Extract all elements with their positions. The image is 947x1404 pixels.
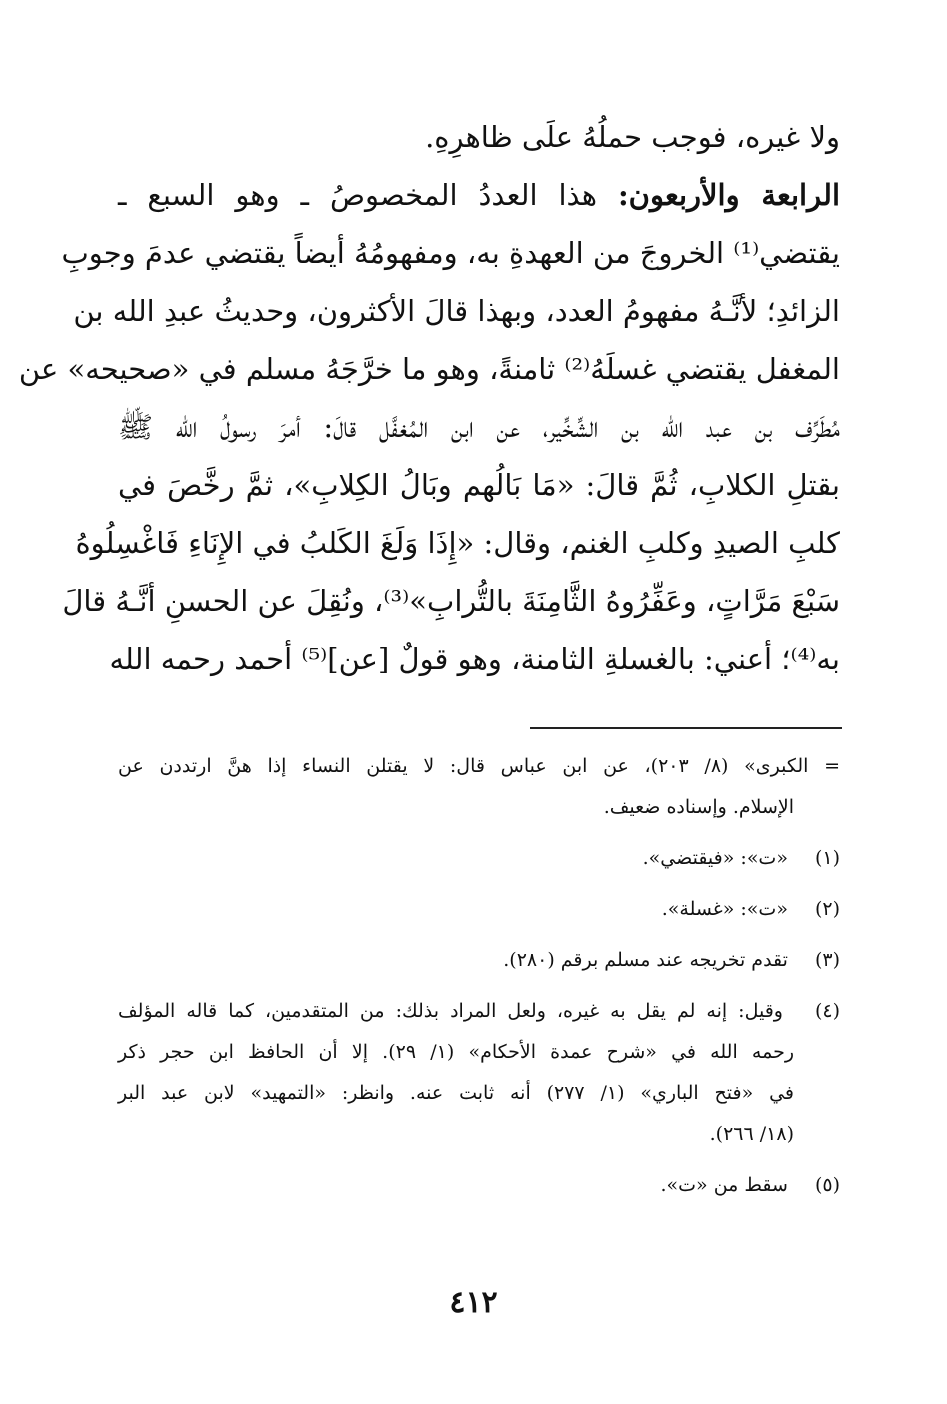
- footnote-text: تقدم تخريجه عند مسلم برقم (٢٨٠).: [503, 949, 788, 971]
- text-line: الزائدِ؛ لأنَّـهُ مفهومُ العدد، وبهذا قالَ الأكثرون، وحديثُ عبدِ الله بن: [73, 294, 840, 328]
- footnote-number: (٣): [814, 949, 840, 971]
- footnote-number: (٢): [814, 898, 840, 920]
- footnote-text: «ت»: «فيقتضي».: [642, 847, 788, 869]
- footnote-text: سقط من «ت».: [660, 1174, 788, 1196]
- footnote-line: = الكبرى» (٨/ ٢٠٣)، عن ابن عباس قال: لا يقتلن النساء إذا هنَّ ارتددن عن: [118, 755, 840, 777]
- page-number: ٤١٢: [449, 1285, 498, 1320]
- footnote-line: الإسلام. وإسناده ضعيف.: [603, 796, 794, 818]
- footnote-text: «ت»: «غسلة».: [661, 898, 788, 920]
- text-line: بقتلِ الكلابِ، ثُمَّ قالَ: «مَا بَالُهم وبَالُ الكِلابِ»، ثمَّ رخَّصَ في: [118, 468, 840, 502]
- text-line: كلبِ الصيدِ وكلبِ الغنم، وقال: «إِذَا وَلَغَ الكَلبُ في الإِنَاءِ فَاغْسِلُوهُ: [75, 526, 840, 560]
- footnote-2: [118, 889, 840, 930]
- footnote-5: [118, 1165, 840, 1206]
- footnotes: [118, 746, 840, 1206]
- main-text: [18, 108, 840, 688]
- text-line: به⁽⁴⁾؛ أعني: بالغسلةِ الثامنة، وهو قولٌ [عن]⁽⁵⁾ أحمد رحمه الله: [109, 642, 840, 676]
- footnote-number: (٥): [814, 1174, 840, 1196]
- section-heading: الرابعة والأربعون:: [617, 178, 840, 212]
- footnote-line: رحمه الله في «شرح عمدة الأحكام» (١/ ٢٩). إلا أن الحافظ ابن حجر ذكر: [118, 1041, 794, 1063]
- footnote-1: [118, 838, 840, 879]
- footnote-number: (٤): [814, 1000, 840, 1022]
- footnote-3: [118, 940, 840, 981]
- text-line: يقتضي⁽¹⁾ الخروجَ من العهدةِ به، ومفهومُهُ أيضاً يقتضي عدمَ وجوبِ: [61, 236, 840, 270]
- text-line: مُطَرِّف بن عبد الله بن الشِّخِّير، عن ابن المُغفَّل قالَ: أمرَ رسولُ الله ﷺ: [118, 410, 840, 444]
- footnote-continuation: [118, 746, 840, 828]
- footnote-number: (١): [814, 847, 840, 869]
- text-line: المغفل يقتضي غسلَهُ⁽²⁾ ثامنةً، وهو ما خرَّجَهُ مسلم في «صحيحه» عن: [18, 352, 840, 386]
- text-line: ولا غيره، فوجب حملُهُ علَى ظاهرِهِ.: [425, 120, 840, 154]
- footnote-line: (١٨/ ٢٦٦).: [709, 1123, 794, 1145]
- footnote-4: [118, 991, 840, 1155]
- footnote-text: وقيل: إنه لم يقل به غيره، ولعل المراد بذلك: من المتقدمين، كما قاله المؤلف: [118, 1000, 783, 1022]
- footnote-separator: [530, 727, 842, 729]
- text-line: [118, 166, 840, 224]
- text-line-rest: هذا العددُ المخصوصُ ـ وهو السبع ـ: [118, 178, 598, 212]
- text-line: سَبْعَ مَرَّاتٍ، وعَفِّرُوهُ الثَّامِنَةَ بالتُّرابِ»⁽³⁾، ونُقِلَ عن الحسنِ أنَّـهُ قالَ: [62, 584, 840, 618]
- footnote-line: في «فتح الباري» (١/ ٢٧٧) أنه ثابت عنه. وانظر: «التمهيد» لابن عبد البر: [118, 1082, 794, 1104]
